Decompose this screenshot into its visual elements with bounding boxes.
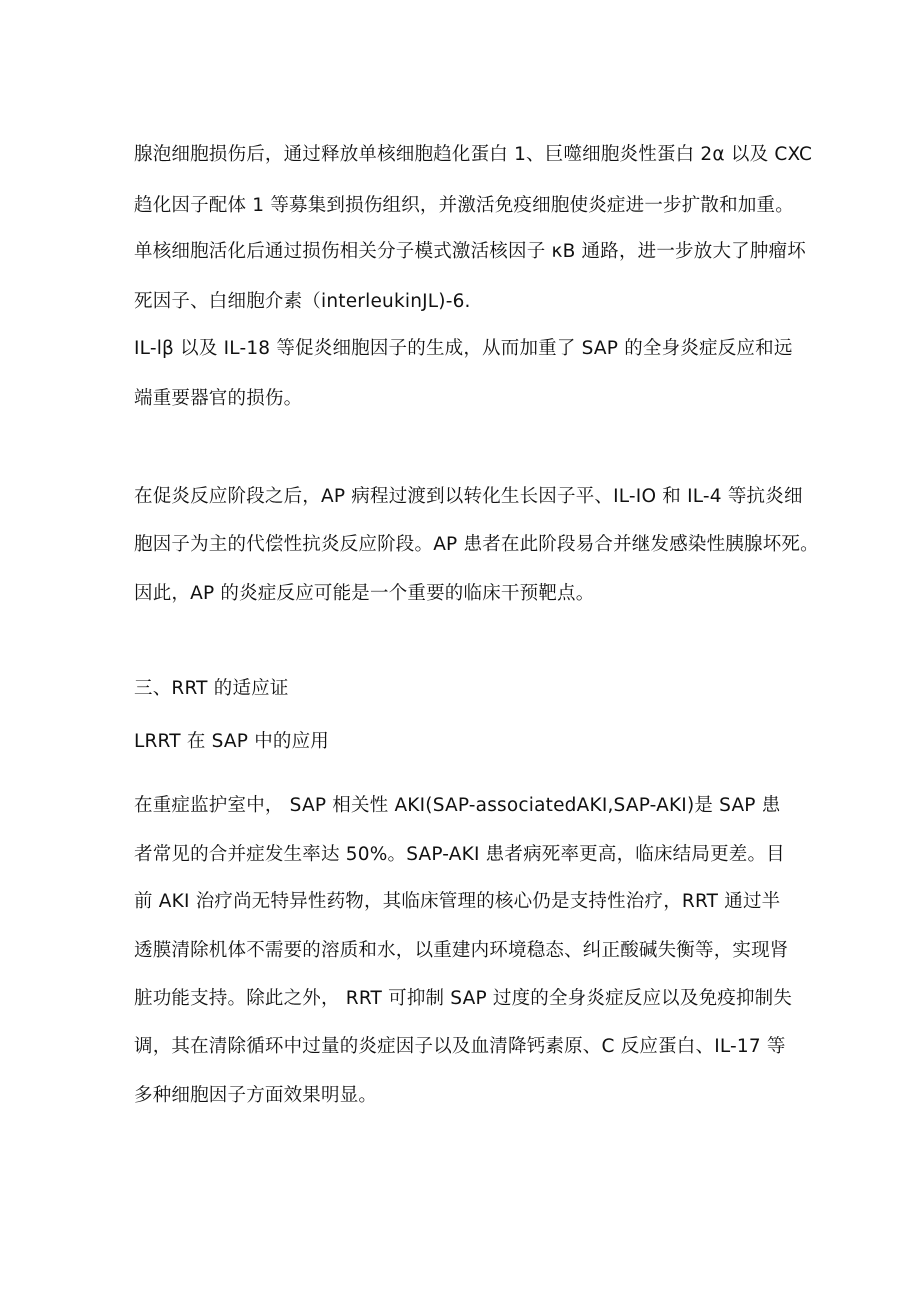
text-line: 前 AKI 治疗尚无特异性药物，其临床管理的核心仍是支持性治疗，RRT 通过半 [134,891,781,912]
text-line: 多种细胞因子方面效果明显。 [134,1085,378,1106]
text-line: IL-lβ 以及 IL-18 等促炎细胞因子的生成，从而加重了 SAP 的全身炎症反应和远 [134,338,793,359]
text-line: 因此，AP 的炎症反应可能是一个重要的临床干预靶点。 [134,583,595,604]
text-line: 死因子、白细胞介素（interleukinJL)-6. [134,291,471,312]
section-heading: 三、RRT 的适应证 [134,678,289,699]
subsection-heading: LRRT 在 SAP 中的应用 [134,731,330,752]
text-line: 腺泡细胞损伤后，通过释放单核细胞趋化蛋白 1、巨噬细胞炎性蛋白 2α 以及 CXC [134,144,813,165]
text-line: 单核细胞活化后通过损伤相关分子模式激活核因子 κB 通路，进一步放大了肿瘤坏 [134,241,806,262]
text-line: 胞因子为主的代偿性抗炎反应阶段。AP 患者在此阶段易合并继发感染性胰腺坏死。 [134,534,819,555]
text-line: 透膜清除机体不需要的溶质和水，以重建内环境稳态、纠正酸碱失衡等，实现肾 [134,940,789,961]
text-line: 者常见的合并症发生率达 50%。SAP-AKI 患者病死率更高，临床结局更差。目 [134,844,785,865]
text-line: 在促炎反应阶段之后，AP 病程过渡到以转化生长因子平、IL-IO 和 IL-4 等抗炎细 [134,486,803,507]
text-line: 趋化因子配体 1 等募集到损伤组织，并激活免疫细胞使炎症进一步扩散和加重。 [134,195,794,216]
text-line: 调，其在清除循环中过量的炎症因子以及血清降钙素原、C 反应蛋白、IL-17 等 [134,1036,786,1057]
text-line: 脏功能支持。除此之外， RRT 可抑制 SAP 过度的全身炎症反应以及免疫抑制失 [134,988,793,1009]
text-line: 端重要器官的损伤。 [134,388,303,409]
text-line: 在重症监护室中， SAP 相关性 AKI(SAP-associatedAKI,SAP-AKI)是 SAP 患 [134,795,781,816]
